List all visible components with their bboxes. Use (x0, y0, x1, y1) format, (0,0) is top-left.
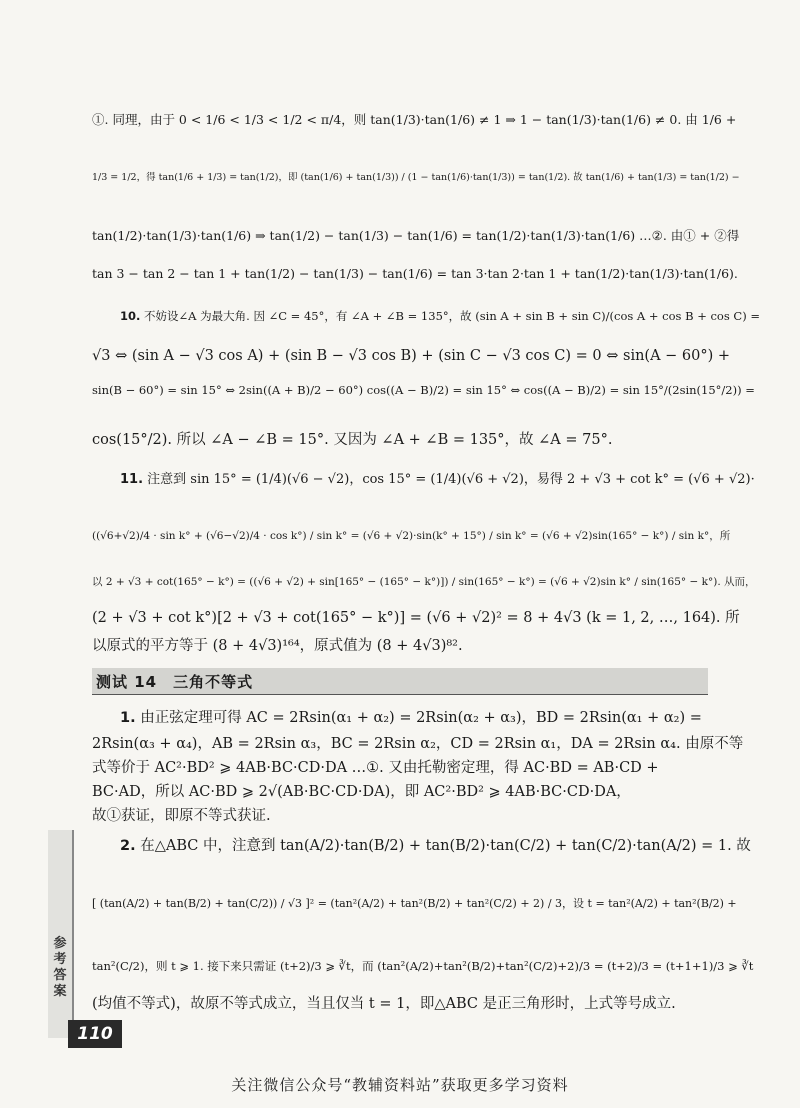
text-line: 式等价于 AC²·BD² ⩾ 4AB·BC·CD·DA …①. 又由托勒密定理，得 AC·BD = AB·CD + (92, 760, 659, 776)
section-header (92, 668, 708, 695)
text-line: (2 + √3 + cot k°)[2 + √3 + cot(165° − k°)] = (√6 + √2)² = 8 + 4√3 (k = 1, 2, …, 164). 所 (92, 610, 740, 626)
text-line: 故①获证，即原不等式获证. (92, 808, 271, 824)
text-line: tan²(C/2)，则 t ⩾ 1. 接下来只需证 (t+2)/3 ⩾ ∛t，而 (tan²(A/2)+tan²(B/2)+tan²(C/2)+2)/3 = (t+2)/3 = (t+1+1)/3 ⩾ ∛t (92, 959, 754, 973)
page-number: 110 (68, 1020, 122, 1048)
text-line: 1/3 = 1/2，得 tan(1/6 + 1/3) = tan(1/2)，即 (tan(1/6) + tan(1/3)) / (1 − tan(1/6)·tan(1/3)) = tan(1/2). 故 tan(1/6) + tan(1/3) = tan(1/2) − (92, 172, 740, 183)
text-line: 以 2 + √3 + cot(165° − k°) = ((√6 + √2) + sin[165° − (165° − k°)]) / sin(165° − k°) = (√6 + √2)sin k° / sin(165° − k°). 从而， (92, 576, 756, 588)
text-line: √3 ⇔ (sin A − √3 cos A) + (sin B − √3 cos B) + (sin C − √3 cos C) = 0 ⇔ sin(A − 60°) + (92, 348, 731, 364)
text-line: 以原式的平方等于 (8 + 4√3)¹⁶⁴，原式值为 (8 + 4√3)⁸². (92, 638, 463, 654)
sidebar-tab (48, 830, 72, 1038)
text-line: 由正弦定理可得 AC = 2Rsin(α₁ + α₂) = 2Rsin(α₂ + α₃)，BD = 2Rsin(α₁ + α₂) = (140, 710, 702, 726)
paragraph-1 (120, 708, 708, 728)
text-line: BC·AD，所以 AC·BD ⩾ 2√(AB·BC·CD·DA)，即 AC²·BD² ⩾ 4AB·BC·CD·DA， (92, 784, 631, 800)
paragraph-10 (120, 306, 760, 326)
problem-number: 1. (120, 710, 136, 726)
text-line: 不妨设∠A 为最大角. 因 ∠C = 45°，有 ∠A + ∠B = 135°，故 (sin A + sin B + sin C)/(cos A + cos B + cos C) = (144, 309, 760, 323)
sidebar-divider (72, 830, 74, 1038)
problem-number: 2. (120, 838, 136, 854)
problem-number: 11. (120, 472, 144, 487)
text-line: ①. 同理，由于 0 < 1/6 < 1/3 < 1/2 < π/4，则 tan(1/3)·tan(1/6) ≠ 1 ⇒ 1 − tan(1/3)·tan(1/6) ≠ 0. 由 1/6 + (92, 112, 737, 127)
sidebar-label: 参考答案 (53, 936, 67, 999)
text-line: cos(15°/2). 所以 ∠A − ∠B = 15°. 又因为 ∠A + ∠B = 135°，故 ∠A = 75°. (92, 432, 613, 448)
text-line: sin(B − 60°) = sin 15° ⇔ 2sin((A + B)/2 − 60°) cos((A − B)/2) = sin 15° ⇔ cos((A − B)/2) = sin 15°/(2sin(15°/2)) = (92, 383, 755, 397)
text-line: 2Rsin(α₃ + α₄)，AB = 2Rsin α₃，BC = 2Rsin α₂，CD = 2Rsin α₁，DA = 2Rsin α₄. 由原不等 (92, 736, 744, 752)
section-title: 测试 14 三角不等式 (96, 673, 254, 691)
problem-number: 10. (120, 309, 141, 323)
paragraph-11 (120, 470, 755, 490)
text-line: (均值不等式)，故原不等式成立，当且仅当 t = 1，即△ABC 是正三角形时，上式等号成立. (92, 996, 676, 1012)
text-line: tan 3 − tan 2 − tan 1 + tan(1/2) − tan(1/3) − tan(1/6) = tan 3·tan 2·tan 1 + tan(1/2)·tan(1/3)·tan(1/6). (92, 266, 738, 281)
footer-note: 关注微信公众号“教辅资料站”获取更多学习资料 (231, 1076, 569, 1094)
text-line: tan(1/2)·tan(1/3)·tan(1/6) ⇒ tan(1/2) − tan(1/3) − tan(1/6) = tan(1/2)·tan(1/3)·tan(1/6) …②. 由① + ②得 (92, 228, 740, 243)
paragraph-2 (120, 836, 751, 856)
text-line: 在△ABC 中，注意到 tan(A/2)·tan(B/2) + tan(B/2)·tan(C/2) + tan(C/2)·tan(A/2) = 1. 故 (140, 838, 751, 854)
text-line: [ (tan(A/2) + tan(B/2) + tan(C/2)) / √3 ]² = (tan²(A/2) + tan²(B/2) + tan²(C/2) + 2) / 3，设 t = tan²(A/2) + tan²(B/2) + (92, 897, 737, 910)
text-line: ((√6+√2)/4 · sin k° + (√6−√2)/4 · cos k°) / sin k° = (√6 + √2)·sin(k° + 15°) / sin k° = (√6 + √2)sin(165° − k°) / sin k°，所 (92, 530, 731, 542)
text-line: 注意到 sin 15° = (1/4)(√6 − √2)，cos 15° = (1/4)(√6 + √2)，易得 2 + √3 + cot k° = (√6 + √2)· (147, 472, 755, 487)
